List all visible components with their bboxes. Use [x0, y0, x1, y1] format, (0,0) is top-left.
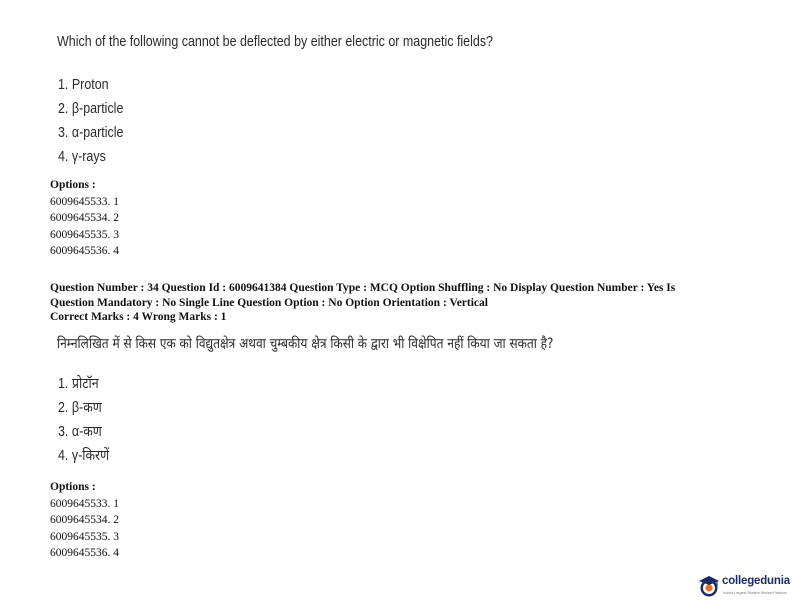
options-id-list	[50, 177, 119, 260]
option-item: 3. α-particle	[58, 125, 124, 141]
collegedunia-logo	[698, 573, 790, 603]
option-id: 6009645534. 2	[50, 212, 119, 224]
option-id: 6009645535. 3	[50, 530, 119, 543]
option-item: 1. प्रोटॉन	[58, 376, 99, 392]
question-text-english: Which of the following cannot be deflected by either electric or magnetic fields?	[57, 34, 494, 50]
option-item: 3. α-कण	[58, 424, 102, 440]
logo-tagline: India's Largest Student Review Platform	[723, 591, 787, 595]
option-item: 2. β-particle	[58, 101, 124, 117]
option-item: 4. γ-rays	[58, 149, 106, 165]
option-id: 6009645536. 4	[50, 245, 119, 257]
option-id: 6009645533. 1	[50, 195, 119, 208]
metadata-line: Question Number : 34 Question Id : 6009641384 Question Type : MCQ Option Shuffling : No Display Question Number : Yes Is	[50, 282, 676, 294]
option-item: 4. γ-किरणें	[58, 448, 110, 464]
answer-options-english	[58, 76, 123, 172]
option-id: 6009645534. 2	[50, 514, 119, 526]
option-item: 2. β-कण	[58, 400, 102, 416]
answer-options-hindi	[58, 375, 109, 471]
logo-wordmark: collegedunia	[722, 575, 790, 587]
option-id: 6009645535. 3	[50, 228, 119, 241]
question-text-hindi: निम्नलिखित में से किस एक को विद्युतक्षेत्र अथवा चुम्बकीय क्षेत्र किसी के द्वारा भी विक्षेपित नहीं किया जा सकता है?	[57, 336, 554, 352]
options-heading: Options :	[50, 481, 96, 493]
metadata-line: Question Mandatory : No Single Line Question Option : No Option Orientation : Vertical	[50, 296, 488, 309]
option-id: 6009645536. 4	[50, 547, 119, 559]
option-id: 6009645533. 1	[50, 497, 119, 510]
options-heading: Options :	[50, 179, 96, 191]
question-metadata	[50, 281, 730, 310]
option-item: 1. Proton	[58, 77, 109, 93]
options-id-list	[50, 479, 119, 562]
graduation-cap-logo-icon	[698, 575, 720, 599]
marks-info: Correct Marks : 4 Wrong Marks : 1	[50, 311, 227, 323]
